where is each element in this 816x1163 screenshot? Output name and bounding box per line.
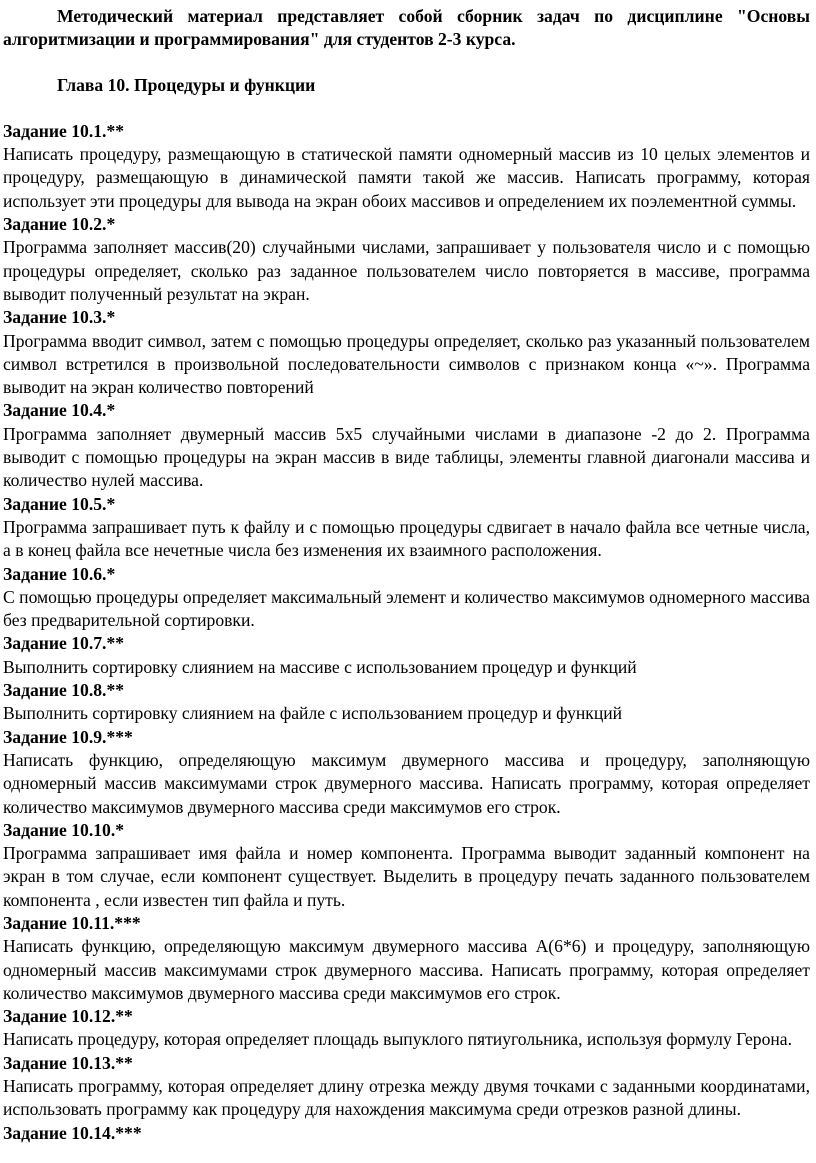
task-text: Выполнить сортировку слиянием на массиве с использованием процедур и функций [3, 656, 637, 677]
task-title: Задание 10.13.** [3, 1052, 133, 1073]
task-title: Задание 10.9.*** [3, 726, 133, 747]
task-title: Задание 10.5.* [3, 493, 116, 514]
task-10-3 [3, 306, 810, 399]
task-10-6 [3, 563, 810, 633]
task-text: Выполнить сортировку слиянием на файле с использованием процедур и функций [3, 703, 623, 724]
task-text: Написать функцию, определяющую максимум двумерного массива и процедуру, заполняющую одномерный массив максимумами строк двумерного массива. Написать программу, которая определяет количество максимумов двумерного массива среди максимумов его строк. [3, 749, 810, 817]
task-title: Задание 10.3.* [3, 307, 116, 328]
task-10-7 [3, 632, 810, 679]
task-title: Задание 10.6.* [3, 563, 116, 584]
task-10-8 [3, 679, 810, 726]
task-text: Написать программу, которая определяет длину отрезка между двумя точками с заданными координатами, использовать программу как процедуру для нахождения максимума среди отрезков разной длины. [3, 1076, 810, 1120]
task-10-11 [3, 912, 810, 1005]
task-title: Задание 10.14.*** [3, 1122, 142, 1143]
task-text: Написать процедуру, размещающую в статической памяти одномерный массив из 10 целых элементов и процедуру, размещающую в динамической памяти такой же массив. Написать программу, которая использует эти процедуры для вывода на экран обоих массивов и определением их поэлементной суммы. [3, 144, 810, 211]
task-10-10 [3, 819, 810, 912]
task-10-14 [3, 1122, 810, 1145]
task-text: Программа вводит символ, затем с помощью процедуры определяет, сколько раз указанный пользователем символ встретился в произвольной последовательности символов с признаком конца «~». Программа выводит на экран количество повторений [3, 330, 810, 398]
task-text: Программа запрашивает имя файла и номер компонента. Программа выводит заданный компонент на экран в том случае, если компонент существует. Выделить в процедуру печать заданного пользователем компонента , если известен тип файла и путь. [3, 843, 810, 910]
task-10-12 [3, 1005, 810, 1052]
task-10-4 [3, 399, 810, 492]
task-text: Написать процедуру, которая определяет площадь выпуклого пятиугольника, используя формулу Герона. [3, 1029, 793, 1050]
task-title: Задание 10.8.** [3, 680, 125, 701]
task-text: Программа заполняет двумерный массив 5х5 случайными числами в диапазоне -2 до 2. Программа выводит с помощью процедуры на экран массив в виде таблицы, элементы главной диагонали массива и количество нулей массива. [3, 423, 810, 491]
task-title: Задание 10.11.*** [3, 912, 141, 933]
task-title: Задание 10.1.** [3, 120, 125, 141]
task-list [3, 120, 810, 1145]
task-text: С помощью процедуры определяет максимальный элемент и количество максимумов одномерного массива без предварительной сортировки. [3, 586, 810, 631]
task-text: Написать функцию, определяющую максимум двумерного массива A(6*6) и процедуру, заполняющую одномерный массив максимумами строк двумерного массива. Написать программу, которая определяет количество максимумов двумерного массива среди максимумов его строк. [3, 936, 810, 1003]
task-text: Программа заполняет массив(20) случайными числами, запрашивает у пользователя число и с помощью процедуры определяет, сколько раз заданное пользователем число повторяется в массиве, программа выводит полученный результат на экран. [3, 237, 810, 304]
task-title: Задание 10.10.* [3, 819, 125, 840]
task-10-5 [3, 493, 810, 563]
intro-paragraph: Методический материал представляет собой сборник задач по дисциплине "Основы алгоритмизации и программирования" для студентов 2-3 курса. [3, 6, 810, 50]
task-title: Задание 10.2.* [3, 214, 116, 235]
task-10-13 [3, 1052, 810, 1122]
task-title: Задание 10.7.** [3, 633, 125, 654]
task-10-2 [3, 213, 810, 306]
task-title: Задание 10.4.* [3, 400, 116, 421]
task-10-1 [3, 120, 810, 213]
task-title: Задание 10.12.** [3, 1006, 133, 1027]
chapter-title: Глава 10. Процедуры и функции [57, 74, 316, 95]
task-text: Программа запрашивает путь к файлу и с помощью процедуры сдвигает в начало файла все четные числа, а в конец файла все нечетные числа без изменения их взаимного расположения. [3, 516, 810, 561]
task-10-9 [3, 726, 810, 819]
